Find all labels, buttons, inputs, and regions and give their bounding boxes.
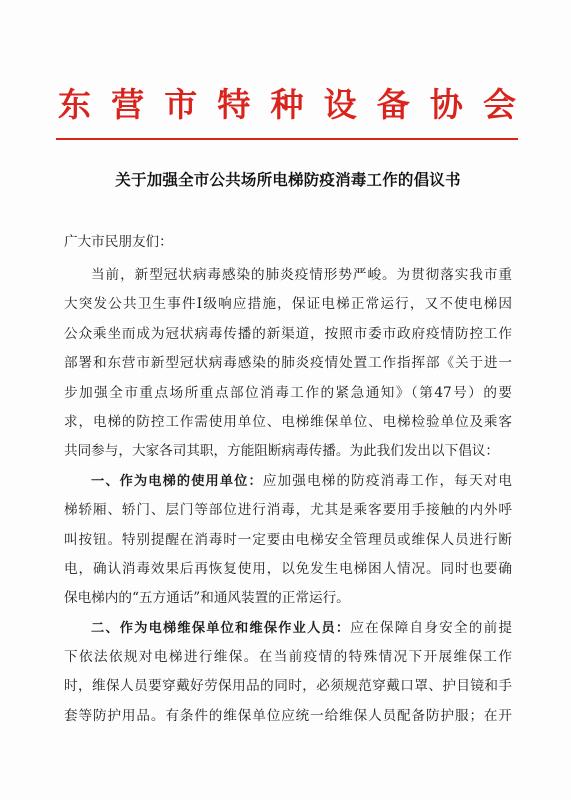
organization-name-header: [58, 82, 516, 128]
document-body: [64, 228, 512, 731]
text-line: 梯轿厢、轿门、层门等部位进行消毒，尤其是乘客要用手接触的内外呼: [64, 502, 512, 519]
org-char: 设: [323, 85, 357, 124]
org-char: 会: [483, 85, 516, 124]
org-char: 备: [376, 85, 410, 124]
org-char: 营: [111, 85, 145, 124]
text-line: 共同参与，大家各司其职，方能阻断病毒传播。为此我们发出以下倡议：: [64, 443, 499, 460]
text-line: 套等防护用品。有条件的维保单位应统一给维保人员配备防护服；在开: [64, 707, 512, 724]
section-text: 应在保障自身安全的前提: [350, 619, 513, 636]
section-maintenance-unit: [64, 614, 512, 732]
section-text: 应加强电梯的防疫消毒工作，每天对电: [262, 472, 513, 489]
paragraph-intro: [64, 261, 512, 467]
text-line: [64, 614, 512, 643]
text-line: 步加强全市重点场所重点部位消毒工作的紧急通知》（第47号）的要: [64, 384, 512, 401]
org-char: 市: [164, 85, 198, 124]
section-heading: 一、作为电梯的使用单位：: [91, 473, 263, 489]
section-usage-unit: [64, 467, 512, 614]
org-char: 协: [429, 85, 463, 124]
org-char: 东: [58, 85, 91, 124]
text-line: 电，确认消毒效果后再恢复使用，以免发生电梯困人情况。同时也要确: [64, 560, 512, 577]
text-line: 保电梯内的“五方通话”和通风装置的正常运行。: [64, 590, 350, 607]
text-line: [64, 467, 512, 496]
text-line: 公众乘坐而成为冠状病毒传播的新渠道，按照市委市政府疫情防控工作: [64, 325, 512, 342]
text-line: 叫按钮。特别提醒在消毒时一定要由电梯安全管理员或维保人员进行断: [64, 531, 512, 548]
text-line: 当前，新型冠状病毒感染的肺炎疫情形势严峻。为贯彻落实我市重: [91, 267, 512, 283]
document-title: 关于加强全市公共场所电梯防疫消毒工作的倡议书: [115, 171, 461, 189]
org-char: 特: [217, 85, 251, 124]
section-heading: 二、作为电梯维保单位和维保作业人员：: [91, 620, 351, 636]
text-line: 下依法依规对电梯进行维保。在当前疫情的特殊情况下开展维保工作: [64, 649, 512, 666]
text-line: 部署和东营市新型冠状病毒感染的肺炎疫情处置工作指挥部《关于进一: [64, 355, 512, 372]
header-divider-rule: [56, 138, 518, 140]
text-line: 求，电梯的防控工作需使用单位、电梯维保单位、电梯检验单位及乘客: [64, 413, 512, 430]
text-line: 大突发公共卫生事件Ⅰ级响应措施，保证电梯正常运行，又不使电梯因: [64, 296, 512, 313]
org-char: 种: [270, 85, 304, 124]
salutation: 广大市民朋友们：: [64, 234, 173, 250]
text-line: 时，维保人员要穿戴好劳保用品的同时，必须规范穿戴口罩、护目镜和手: [64, 678, 512, 695]
